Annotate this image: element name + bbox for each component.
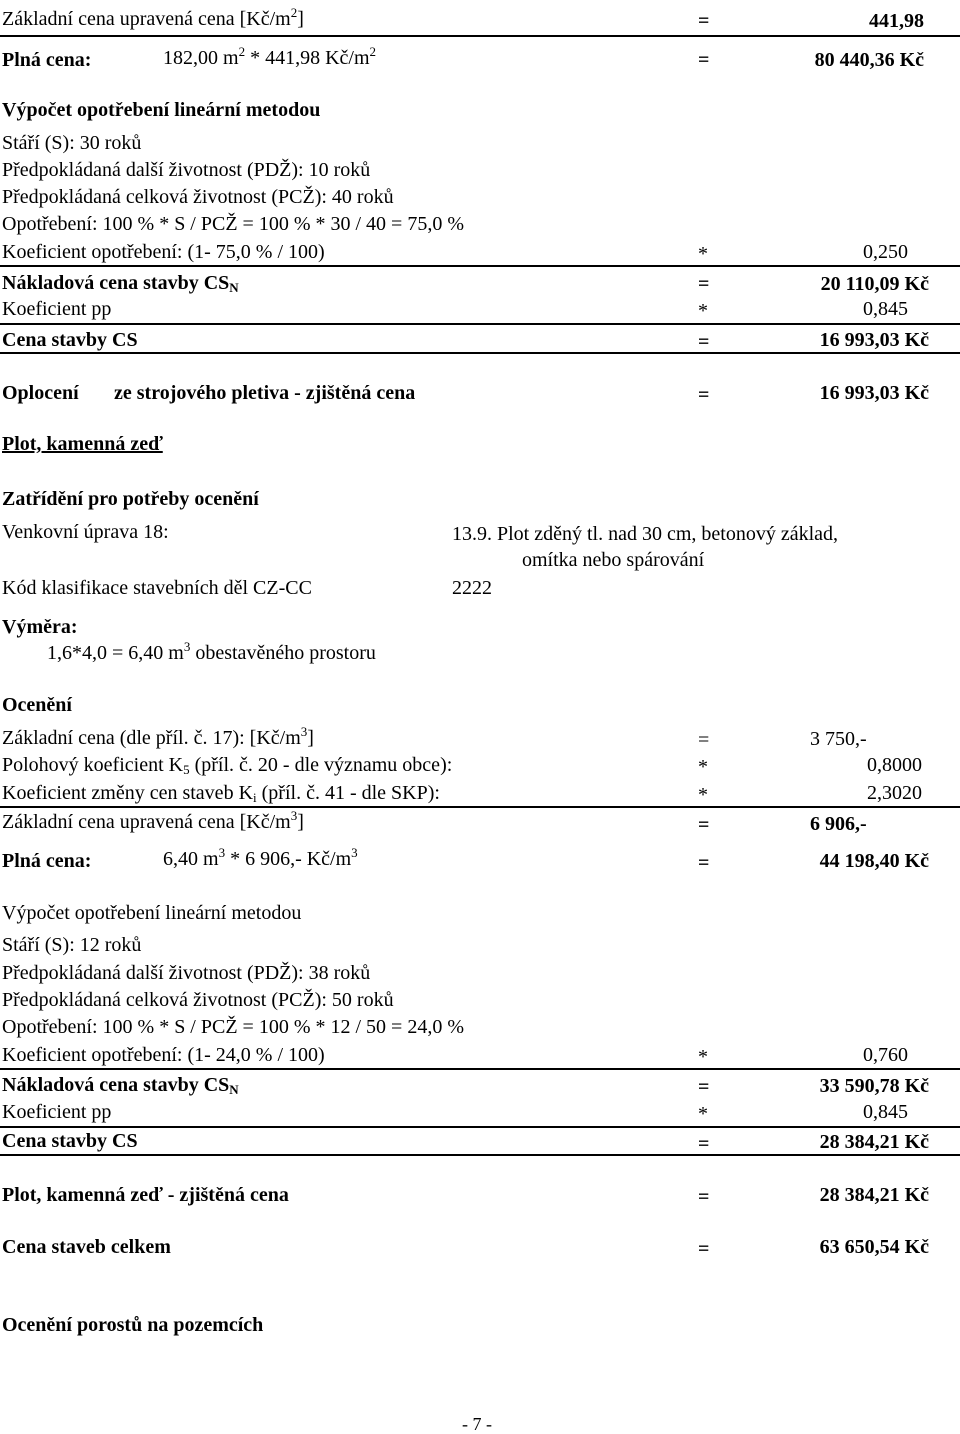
cost-price-2-label: Nákladová cena stavby $CS_N$ bbox=[2, 1074, 239, 1097]
depreciation-coefficient-value: 0,250 bbox=[863, 241, 908, 263]
location-coefficient-op: * bbox=[698, 756, 708, 778]
building-price-2-op: = bbox=[698, 1133, 710, 1155]
building-price-2-label: Cena stavby CS bbox=[2, 1130, 138, 1152]
depreciation-2-heading: Výpočet opotřebení lineární metodou bbox=[2, 902, 302, 924]
cost-price-label: Nákladová cena stavby $CS_N$ bbox=[2, 272, 239, 295]
fence-value: 16 993,03 Kč bbox=[819, 382, 929, 404]
base-price-op: = bbox=[698, 729, 710, 751]
full-price-2-label: Plná cena: bbox=[2, 850, 92, 872]
divider bbox=[0, 1154, 960, 1156]
age-2-text: Stáří (S): 12 roků bbox=[2, 934, 142, 956]
buildings-total-label: Cena staveb celkem bbox=[2, 1236, 171, 1258]
price-change-coefficient-op: * bbox=[698, 784, 708, 806]
outdoor-feature-value-line2: omítka nebo spárování bbox=[522, 549, 705, 571]
remaining-life-2-text: Předpokládaná další životnost (PDŽ): 38 roků bbox=[2, 962, 371, 984]
base-price-adjusted-value: 441,98 bbox=[869, 10, 924, 32]
building-price-2-value: 28 384,21 Kč bbox=[819, 1131, 929, 1153]
measurement-value: 1,6*4,0 = 6,40 $m^3$ obestavěného prostoru bbox=[47, 639, 376, 664]
page-number: - 7 - bbox=[462, 1414, 492, 1434]
cost-price-2-op: = bbox=[698, 1076, 710, 1098]
classification-code-label: Kód klasifikace stavebních děl CZ-CC bbox=[2, 577, 312, 599]
stone-wall-heading: Plot, kamenná zeď bbox=[2, 433, 163, 455]
stone-wall-total-label: Plot, kamenná zeď - zjištěná cena bbox=[2, 1184, 289, 1206]
classification-heading: Zatřídění pro potřeby ocenění bbox=[2, 488, 259, 510]
classification-code-value: 2222 bbox=[452, 577, 492, 599]
base-price-label: Základní cena (dle příl. č. 17): $[Kč/m^3]$ bbox=[2, 724, 314, 749]
divider bbox=[0, 1126, 960, 1128]
coefficient-pp-op: * bbox=[698, 300, 708, 322]
full-price-2-op: = bbox=[698, 852, 710, 874]
full-price-2-value: 44 198,40 Kč bbox=[819, 850, 929, 872]
remaining-life-text: Předpokládaná další životnost (PDŽ): 10 roků bbox=[2, 159, 371, 181]
location-coefficient-value: 0,8000 bbox=[867, 754, 922, 776]
total-life-text: Předpokládaná celková životnost (PCŽ): 40 roků bbox=[2, 186, 394, 208]
depreciation-coefficient-op: * bbox=[698, 243, 708, 265]
stone-wall-total-op: = bbox=[698, 1186, 710, 1208]
price-change-coefficient-value: 2,3020 bbox=[867, 782, 922, 804]
divider bbox=[0, 35, 960, 37]
total-life-2-text: Předpokládaná celková životnost (PCŽ): 50 roků bbox=[2, 989, 394, 1011]
building-price-label: Cena stavby CS bbox=[2, 329, 138, 351]
depreciation-coefficient-label: Koeficient opotřebení: (1- 75,0 % / 100) bbox=[2, 241, 325, 263]
depreciation-formula: Opotřebení: 100 % * S / PCŽ = 100 % * 30 / 40 = 75,0 % bbox=[2, 213, 464, 235]
full-price-calculation: 182,00 $m^2 * 441,98$ $Kč/m^2$ bbox=[163, 44, 376, 69]
divider bbox=[0, 323, 960, 325]
divider bbox=[0, 352, 960, 354]
price-change-coefficient-label: Koeficient změny cen staveb $K_i$ (příl. č. 41 - dle SKP): bbox=[2, 782, 440, 805]
age-text: Stáří (S): 30 roků bbox=[2, 132, 142, 154]
outdoor-feature-label: Venkovní úprava 18: bbox=[2, 521, 169, 543]
buildings-total-value: 63 650,54 Kč bbox=[819, 1236, 929, 1258]
fence-description: ze strojového pletiva - zjištěná cena bbox=[114, 382, 416, 404]
fence-op: = bbox=[698, 384, 710, 406]
divider bbox=[0, 1068, 960, 1070]
base-price-adjusted-label: Základní cena upravená cena $[Kč/m^2]$ bbox=[2, 5, 304, 30]
stone-wall-total-value: 28 384,21 Kč bbox=[819, 1184, 929, 1206]
building-price-value: 16 993,03 Kč bbox=[819, 329, 929, 351]
coefficient-pp-2-label: Koeficient pp bbox=[2, 1101, 112, 1123]
coefficient-pp-2-value: 0,845 bbox=[863, 1101, 908, 1123]
divider bbox=[0, 806, 960, 808]
building-price-op: = bbox=[698, 331, 710, 353]
depreciation-2-coefficient-op: * bbox=[698, 1046, 708, 1068]
vegetation-valuation-heading: Ocenění porostů na pozemcích bbox=[2, 1314, 264, 1336]
full-price-label: Plná cena: bbox=[2, 49, 92, 71]
valuation-heading: Ocenění bbox=[2, 694, 72, 716]
measurement-heading: Výměra: bbox=[2, 616, 78, 638]
depreciation-2-coefficient-value: 0,760 bbox=[863, 1044, 908, 1066]
depreciation-2-formula: Opotřebení: 100 % * S / PCŽ = 100 % * 12 / 50 = 24,0 % bbox=[2, 1016, 464, 1038]
base-price-adjusted-eq: = bbox=[698, 10, 710, 32]
divider bbox=[0, 265, 960, 267]
cost-price-op: = bbox=[698, 273, 710, 295]
base-price-value: 3 750,- bbox=[810, 728, 867, 750]
depreciation-2-coefficient-label: Koeficient opotřebení: (1- 24,0 % / 100) bbox=[2, 1044, 325, 1066]
coefficient-pp-label: Koeficient pp bbox=[2, 298, 112, 320]
adjusted-base-price-label: Základní cena upravená cena $[Kč/m^3]$ bbox=[2, 808, 304, 833]
full-price-value: 80 440,36 Kč bbox=[814, 49, 924, 71]
coefficient-pp-value: 0,845 bbox=[863, 298, 908, 320]
outdoor-feature-value-line1: 13.9. Plot zděný tl. nad 30 cm, betonový základ, bbox=[452, 523, 839, 545]
cost-price-2-value: 33 590,78 Kč bbox=[819, 1075, 929, 1097]
adjusted-base-price-op: = bbox=[698, 814, 710, 836]
fence-label: Oplocení bbox=[2, 382, 79, 404]
location-coefficient-label: Polohový koeficient $K_5$ (příl. č. 20 - dle významu obce): bbox=[2, 754, 453, 777]
full-price-eq: = bbox=[698, 49, 710, 71]
depreciation-heading: Výpočet opotřebení lineární metodou bbox=[2, 99, 321, 121]
cost-price-value: 20 110,09 Kč bbox=[820, 273, 929, 295]
buildings-total-op: = bbox=[698, 1238, 710, 1260]
full-price-2-calculation: 6,40 $m^3 * 6$ 906,- $Kč/m^3$ bbox=[163, 845, 358, 870]
coefficient-pp-2-op: * bbox=[698, 1103, 708, 1125]
adjusted-base-price-value: 6 906,- bbox=[810, 813, 867, 835]
